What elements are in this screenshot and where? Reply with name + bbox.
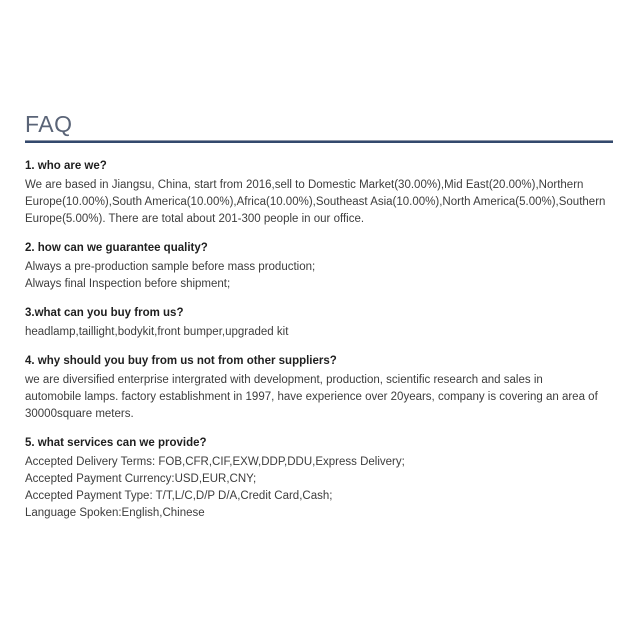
answer-line: 30000square meters. <box>25 408 134 420</box>
answer-line: we are diversified enterprise intergrated with development, production, scientific research and sales in <box>25 374 543 386</box>
faq-heading: FAQ <box>25 111 73 137</box>
faq-section-5 <box>25 435 613 522</box>
question-text: 3.what can you buy from us? <box>25 307 184 319</box>
answer-line: We are based in Jiangsu, China, start from 2016,sell to Domestic Market(30.00%),Mid East(20.00%),Northern <box>25 179 584 191</box>
answer-line: automobile lamps. factory establishment in 1997, have experience over 20years, company is covering an area of <box>25 391 598 403</box>
faq-section-2 <box>25 240 613 293</box>
faq-section-4 <box>25 353 613 423</box>
answer-line: Accepted Delivery Terms: FOB,CFR,CIF,EXW,DDP,DDU,Express Delivery; <box>25 456 405 468</box>
answer-line: headlamp,taillight,bodykit,front bumper,upgraded kit <box>25 326 289 338</box>
answer-line: Accepted Payment Currency:USD,EUR,CNY; <box>25 473 257 485</box>
question-text: 4. why should you buy from us not from other suppliers? <box>25 355 337 367</box>
faq-section-1 <box>25 158 613 228</box>
question-text: 2. how can we guarantee quality? <box>25 242 208 254</box>
faq-section-3 <box>25 305 613 341</box>
answer-line: Always final Inspection before shipment; <box>25 278 231 290</box>
answer-line: Accepted Payment Type: T/T,L/C,D/P D/A,Credit Card,Cash; <box>25 490 333 502</box>
question-text: 5. what services can we provide? <box>25 437 207 449</box>
answer-line: Language Spoken:English,Chinese <box>25 507 205 519</box>
answer-line: Europe(5.00%). There are total about 201-300 people in our office. <box>25 213 365 225</box>
faq-sections <box>25 143 613 522</box>
faq-content <box>25 110 613 534</box>
answer-line: Always a pre-production sample before mass production; <box>25 261 316 273</box>
question-text: 1. who are we? <box>25 160 107 172</box>
answer-line: Europe(10.00%),South America(10.00%),Africa(10.00%),Southeast Asia(10.00%),North America(5.00%),Southern <box>25 196 606 208</box>
